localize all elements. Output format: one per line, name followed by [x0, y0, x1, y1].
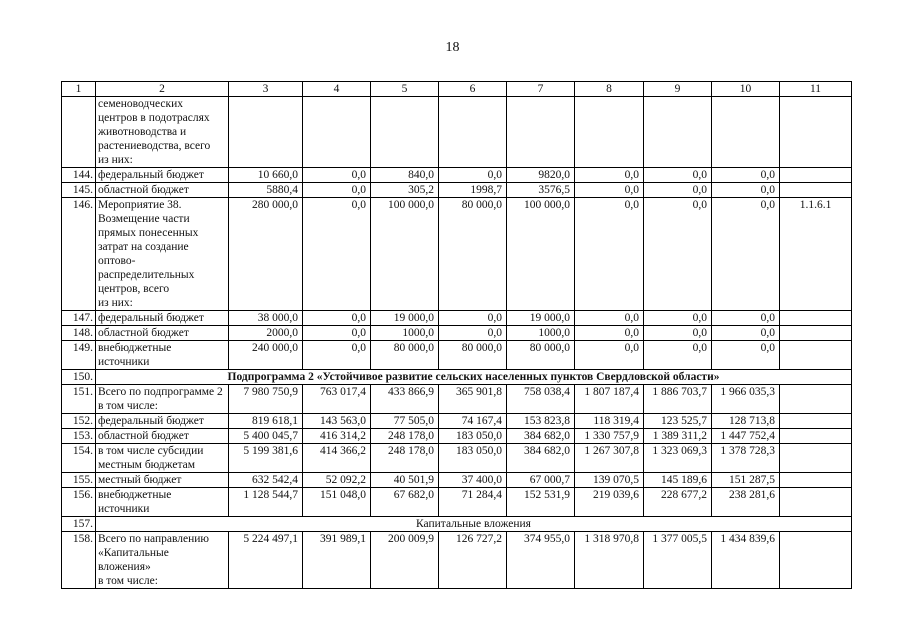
table-row: [62, 341, 852, 370]
value-cell: 374 955,0: [507, 532, 575, 589]
value-cell: 0,0: [303, 183, 371, 198]
table-row: [62, 311, 852, 326]
target-indicator-ref: [780, 97, 852, 168]
value-cell: 19 000,0: [507, 311, 575, 326]
value-cell: 80 000,0: [439, 341, 507, 370]
value-cell: 1 807 187,4: [575, 385, 644, 414]
row-description: областной бюджет: [96, 183, 229, 198]
value-cell: 145 189,6: [644, 473, 712, 488]
value-cell: 153 823,8: [507, 414, 575, 429]
value-cell: 5 199 381,6: [229, 444, 303, 473]
value-cell: 1 966 035,3: [712, 385, 780, 414]
value-cell: 151 287,5: [712, 473, 780, 488]
value-cell: 52 092,2: [303, 473, 371, 488]
page-number: 18: [445, 40, 460, 55]
value-cell: 0,0: [575, 341, 644, 370]
value-cell: 0,0: [575, 183, 644, 198]
row-description: в том числе субсидии местным бюджетам: [96, 444, 229, 473]
table-row: [62, 198, 852, 311]
value-cell: 183 050,0: [439, 429, 507, 444]
target-indicator-ref: [780, 385, 852, 414]
value-cell: [575, 97, 644, 168]
row-description: Всего по направлению «Капитальные вложения» в том числе:: [96, 532, 229, 589]
row-number: 155.: [62, 473, 96, 488]
value-cell: 0,0: [575, 311, 644, 326]
row-description: федеральный бюджет: [96, 168, 229, 183]
column-header: 5: [371, 82, 439, 97]
value-cell: 0,0: [439, 168, 507, 183]
table-row: [62, 473, 852, 488]
value-cell: [439, 97, 507, 168]
row-description: федеральный бюджет: [96, 414, 229, 429]
value-cell: 5 400 045,7: [229, 429, 303, 444]
value-cell: 1 267 307,8: [575, 444, 644, 473]
column-header: 6: [439, 82, 507, 97]
value-cell: 0,0: [303, 168, 371, 183]
budget-table: [61, 81, 852, 589]
target-indicator-ref: [780, 532, 852, 589]
value-cell: 100 000,0: [507, 198, 575, 311]
row-number: 158.: [62, 532, 96, 589]
value-cell: 0,0: [303, 311, 371, 326]
column-header: 10: [712, 82, 780, 97]
column-header: 8: [575, 82, 644, 97]
value-cell: [229, 97, 303, 168]
value-cell: 123 525,7: [644, 414, 712, 429]
value-cell: 80 000,0: [439, 198, 507, 311]
value-cell: 126 727,2: [439, 532, 507, 589]
value-cell: 763 017,4: [303, 385, 371, 414]
value-cell: 0,0: [644, 341, 712, 370]
row-number: 151.: [62, 385, 96, 414]
column-header: 3: [229, 82, 303, 97]
value-cell: 128 713,8: [712, 414, 780, 429]
value-cell: 67 000,7: [507, 473, 575, 488]
row-number: 150.: [62, 370, 96, 385]
column-header: 9: [644, 82, 712, 97]
value-cell: 139 070,5: [575, 473, 644, 488]
value-cell: 0,0: [303, 198, 371, 311]
value-cell: 840,0: [371, 168, 439, 183]
value-cell: 2000,0: [229, 326, 303, 341]
value-cell: 3576,5: [507, 183, 575, 198]
table-row: [62, 414, 852, 429]
row-number: 149.: [62, 341, 96, 370]
value-cell: 0,0: [644, 168, 712, 183]
table-row: [62, 429, 852, 444]
value-cell: 758 038,4: [507, 385, 575, 414]
value-cell: 240 000,0: [229, 341, 303, 370]
table-row: [62, 326, 852, 341]
value-cell: 7 980 750,9: [229, 385, 303, 414]
value-cell: 0,0: [575, 326, 644, 341]
value-cell: 0,0: [303, 341, 371, 370]
value-cell: 100 000,0: [371, 198, 439, 311]
value-cell: 1 323 069,3: [644, 444, 712, 473]
column-header: 4: [303, 82, 371, 97]
row-number: 152.: [62, 414, 96, 429]
value-cell: 80 000,0: [507, 341, 575, 370]
value-cell: 1 330 757,9: [575, 429, 644, 444]
value-cell: 118 319,4: [575, 414, 644, 429]
table-row: [62, 168, 852, 183]
row-number: 146.: [62, 198, 96, 311]
value-cell: [371, 97, 439, 168]
value-cell: 19 000,0: [371, 311, 439, 326]
value-cell: [712, 97, 780, 168]
value-cell: 414 366,2: [303, 444, 371, 473]
value-cell: 433 866,9: [371, 385, 439, 414]
value-cell: 152 531,9: [507, 488, 575, 517]
row-number: [62, 97, 96, 168]
row-description: федеральный бюджет: [96, 311, 229, 326]
target-indicator-ref: [780, 473, 852, 488]
column-header: 11: [780, 82, 852, 97]
value-cell: 200 009,9: [371, 532, 439, 589]
value-cell: 1 434 839,6: [712, 532, 780, 589]
value-cell: 151 048,0: [303, 488, 371, 517]
value-cell: 280 000,0: [229, 198, 303, 311]
column-header: 1: [62, 82, 96, 97]
value-cell: 1000,0: [507, 326, 575, 341]
value-cell: 1 128 544,7: [229, 488, 303, 517]
table-row: [62, 97, 852, 168]
value-cell: 74 167,4: [439, 414, 507, 429]
row-description: семеноводческих центров в подотраслях животноводства и растениеводства, всего из них:: [96, 97, 229, 168]
value-cell: 1 378 728,3: [712, 444, 780, 473]
value-cell: 0,0: [644, 326, 712, 341]
target-indicator-ref: [780, 168, 852, 183]
value-cell: 80 000,0: [371, 341, 439, 370]
row-description: Всего по подпрограмме 2 в том числе:: [96, 385, 229, 414]
value-cell: 228 677,2: [644, 488, 712, 517]
value-cell: 1998,7: [439, 183, 507, 198]
section-title: Подпрограмма 2 «Устойчивое развитие сельских населенных пунктов Свердловской области»: [96, 370, 852, 385]
value-cell: 0,0: [644, 198, 712, 311]
value-cell: 0,0: [439, 311, 507, 326]
table-row: [62, 444, 852, 473]
value-cell: 0,0: [712, 341, 780, 370]
target-indicator-ref: [780, 311, 852, 326]
row-description: внебюджетные источники: [96, 488, 229, 517]
target-indicator-ref: [780, 326, 852, 341]
value-cell: 9820,0: [507, 168, 575, 183]
value-cell: 0,0: [303, 326, 371, 341]
value-cell: 1 377 005,5: [644, 532, 712, 589]
value-cell: 0,0: [644, 183, 712, 198]
target-indicator-ref: [780, 414, 852, 429]
row-number: 147.: [62, 311, 96, 326]
value-cell: 365 901,8: [439, 385, 507, 414]
value-cell: 1 318 970,8: [575, 532, 644, 589]
row-number: 156.: [62, 488, 96, 517]
target-indicator-ref: [780, 341, 852, 370]
value-cell: 1 447 752,4: [712, 429, 780, 444]
value-cell: 819 618,1: [229, 414, 303, 429]
table-row: [62, 183, 852, 198]
row-number: 157.: [62, 517, 96, 532]
value-cell: 632 542,4: [229, 473, 303, 488]
value-cell: 0,0: [712, 311, 780, 326]
value-cell: 384 682,0: [507, 444, 575, 473]
table-row: [62, 488, 852, 517]
value-cell: 71 284,4: [439, 488, 507, 517]
target-indicator-ref: [780, 488, 852, 517]
table-header-row: [62, 82, 852, 97]
value-cell: 143 563,0: [303, 414, 371, 429]
value-cell: [507, 97, 575, 168]
value-cell: 384 682,0: [507, 429, 575, 444]
row-description: областной бюджет: [96, 429, 229, 444]
value-cell: 0,0: [712, 326, 780, 341]
value-cell: 305,2: [371, 183, 439, 198]
value-cell: 416 314,2: [303, 429, 371, 444]
value-cell: 0,0: [439, 326, 507, 341]
table-row: [62, 532, 852, 589]
row-number: 153.: [62, 429, 96, 444]
value-cell: 77 505,0: [371, 414, 439, 429]
value-cell: 0,0: [575, 198, 644, 311]
value-cell: 219 039,6: [575, 488, 644, 517]
value-cell: 248 178,0: [371, 429, 439, 444]
target-indicator-ref: [780, 429, 852, 444]
section-title: Капитальные вложения: [96, 517, 852, 532]
value-cell: 248 178,0: [371, 444, 439, 473]
value-cell: 1 886 703,7: [644, 385, 712, 414]
value-cell: 0,0: [712, 168, 780, 183]
value-cell: 0,0: [712, 198, 780, 311]
value-cell: 391 989,1: [303, 532, 371, 589]
column-header: 2: [96, 82, 229, 97]
value-cell: 0,0: [644, 311, 712, 326]
value-cell: 183 050,0: [439, 444, 507, 473]
value-cell: 1 389 311,2: [644, 429, 712, 444]
row-number: 144.: [62, 168, 96, 183]
value-cell: 1000,0: [371, 326, 439, 341]
row-description: Мероприятие 38. Возмещение части прямых понесенных затрат на создание оптово- распределительных центров, всего из них:: [96, 198, 229, 311]
row-number: 148.: [62, 326, 96, 341]
row-number: 145.: [62, 183, 96, 198]
value-cell: [303, 97, 371, 168]
row-number: 154.: [62, 444, 96, 473]
target-indicator-ref: [780, 444, 852, 473]
column-header: 7: [507, 82, 575, 97]
value-cell: 0,0: [575, 168, 644, 183]
target-indicator-ref: [780, 183, 852, 198]
table-row: [62, 385, 852, 414]
value-cell: 67 682,0: [371, 488, 439, 517]
value-cell: 5880,4: [229, 183, 303, 198]
row-description: местный бюджет: [96, 473, 229, 488]
value-cell: 0,0: [712, 183, 780, 198]
value-cell: 37 400,0: [439, 473, 507, 488]
value-cell: 10 660,0: [229, 168, 303, 183]
value-cell: 38 000,0: [229, 311, 303, 326]
value-cell: 5 224 497,1: [229, 532, 303, 589]
section-row: [62, 517, 852, 532]
row-description: областной бюджет: [96, 326, 229, 341]
section-row: [62, 370, 852, 385]
value-cell: 238 281,6: [712, 488, 780, 517]
row-description: внебюджетные источники: [96, 341, 229, 370]
value-cell: 40 501,9: [371, 473, 439, 488]
target-indicator-ref: 1.1.6.1: [780, 198, 852, 311]
value-cell: [644, 97, 712, 168]
